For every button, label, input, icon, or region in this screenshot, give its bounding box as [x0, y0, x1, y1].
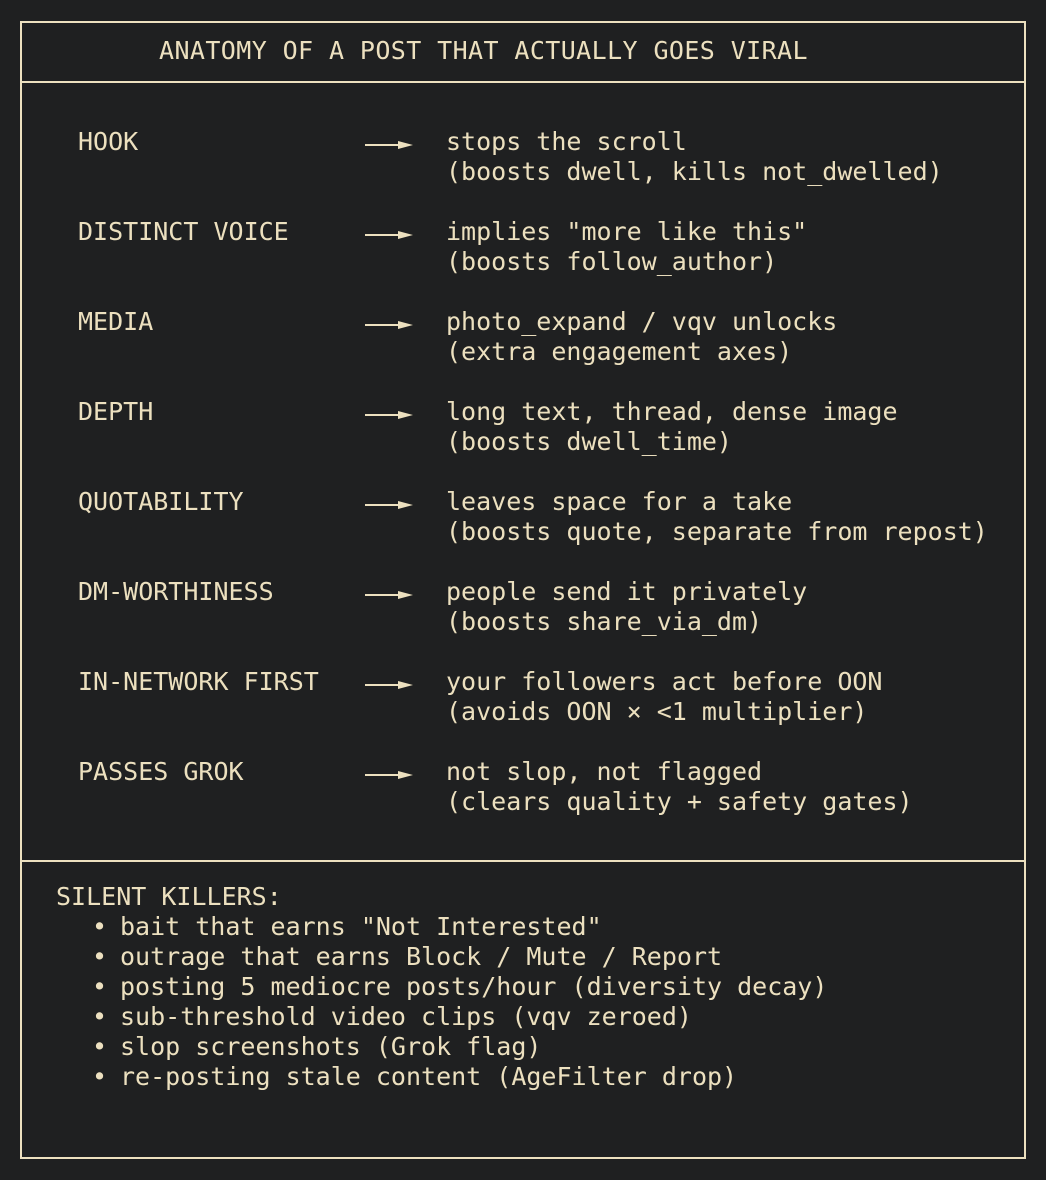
factor-description [446, 667, 883, 727]
silent-killer-text: re-posting stale content (AgeFilter drop) [120, 1062, 738, 1091]
silent-killer-text: posting 5 mediocre posts/hour (diversity decay) [120, 972, 828, 1001]
factor-metric-note: (boosts dwell, kills not_dwelled) [446, 157, 943, 186]
factor-row [22, 397, 1024, 459]
factor-description [446, 127, 943, 187]
factor-effect: people send it privately [446, 577, 808, 606]
factor-label: PASSES GROK [78, 757, 244, 786]
bullet-icon: • [92, 942, 108, 971]
factor-effect: leaves space for a take [446, 487, 793, 516]
bullet-icon: • [92, 1002, 108, 1031]
silent-killer-item [56, 1032, 827, 1062]
silent-killer-item [56, 942, 827, 972]
silent-killer-item [56, 912, 827, 942]
right-arrow-icon [365, 411, 413, 419]
factor-description [446, 577, 807, 637]
silent-killer-text: outrage that earns Block / Mute / Report [120, 942, 723, 971]
factor-metric-note: (boosts share_via_dm) [446, 607, 763, 636]
factor-label: DISTINCT VOICE [78, 217, 289, 246]
factor-row [22, 487, 1024, 549]
factor-metric-note: (boosts dwell_time) [446, 427, 732, 456]
factor-effect: long text, thread, dense image [446, 397, 898, 426]
right-arrow-icon [365, 231, 413, 239]
silent-killer-item [56, 972, 827, 1002]
right-arrow-icon [365, 771, 413, 779]
factor-description [446, 757, 913, 817]
factor-row [22, 217, 1024, 279]
right-arrow-icon [365, 681, 413, 689]
silent-killer-text: sub-threshold video clips (vqv zeroed) [120, 1002, 692, 1031]
factor-description [446, 217, 807, 277]
right-arrow-icon [365, 591, 413, 599]
bullet-icon: • [92, 1032, 108, 1061]
silent-killer-item [56, 1002, 827, 1032]
right-arrow-icon [365, 501, 413, 509]
factor-metric-note: (clears quality + safety gates) [446, 787, 913, 816]
factor-effect: photo_expand / vqv unlocks [446, 307, 838, 336]
factor-description [446, 397, 898, 457]
factor-label: DEPTH [78, 397, 154, 426]
bullet-icon: • [92, 1062, 108, 1091]
silent-killers-title: SILENT KILLERS: [56, 882, 282, 911]
factor-label: QUOTABILITY [78, 487, 244, 516]
silent-killer-text: slop screenshots (Grok flag) [120, 1032, 542, 1061]
silent-killer-item [56, 1062, 827, 1092]
factor-description [446, 307, 837, 367]
bullet-icon: • [92, 972, 108, 1001]
factor-effect: stops the scroll [446, 127, 687, 156]
factor-row [22, 757, 1024, 819]
factor-label: IN-NETWORK FIRST [78, 667, 319, 696]
factor-effect: your followers act before OON [446, 667, 883, 696]
factor-metric-note: (extra engagement axes) [446, 337, 793, 366]
silent-killer-text: bait that earns "Not Interested" [120, 912, 602, 941]
factor-row [22, 307, 1024, 369]
factor-metric-note: (boosts follow_author) [446, 247, 778, 276]
factor-description [446, 487, 988, 547]
right-arrow-icon [365, 141, 413, 149]
factor-effect: not slop, not flagged [446, 757, 763, 786]
silent-killers-list [56, 912, 827, 1092]
factor-row [22, 577, 1024, 639]
factor-label: DM-WORTHINESS [78, 577, 274, 606]
factor-label: HOOK [78, 127, 139, 156]
title-divider [22, 81, 1024, 83]
factor-label: MEDIA [78, 307, 154, 336]
right-arrow-icon [365, 321, 413, 329]
silent-killers-section [56, 882, 827, 1092]
factor-metric-note: (avoids OON × <1 multiplier) [446, 697, 868, 726]
bullet-icon: • [92, 912, 108, 941]
factor-effect: implies "more like this" [446, 217, 808, 246]
diagram-title: ANATOMY OF A POST THAT ACTUALLY GOES VIRAL [159, 36, 808, 65]
factor-metric-note: (boosts quote, separate from repost) [446, 517, 988, 546]
section-divider [22, 860, 1024, 862]
factor-row [22, 127, 1024, 189]
factor-row [22, 667, 1024, 729]
